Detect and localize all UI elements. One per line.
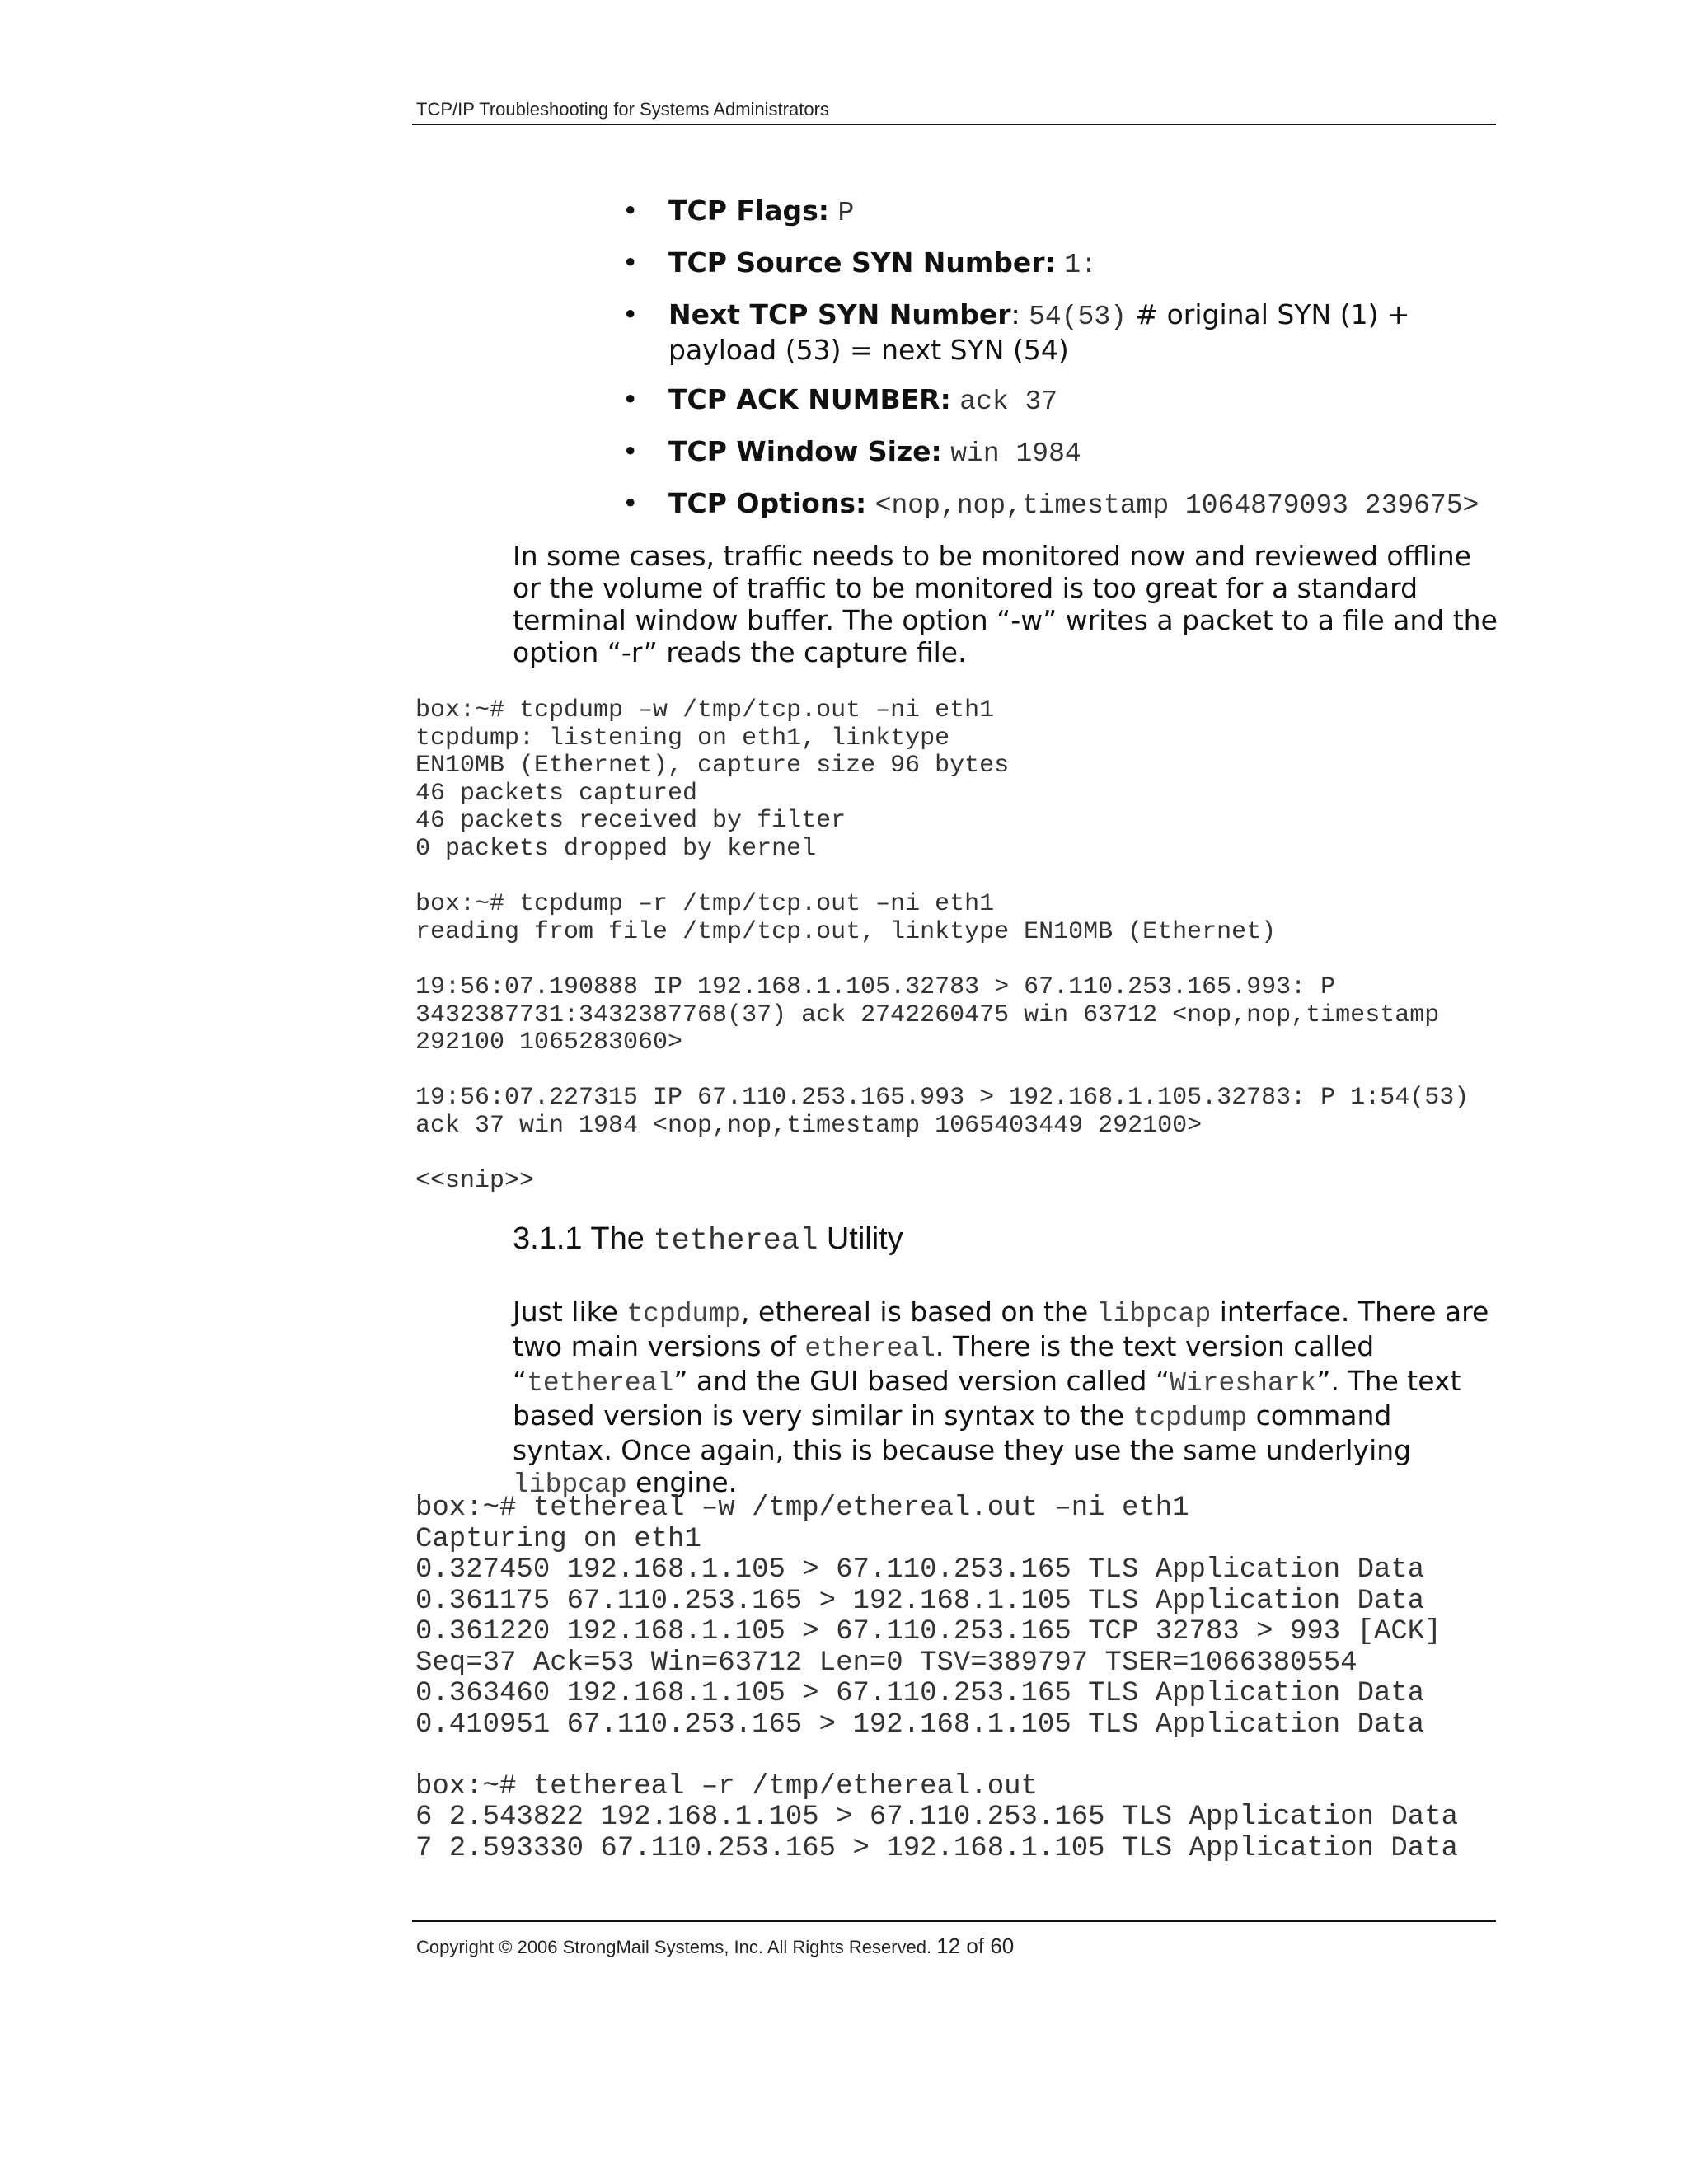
copyright-notice: Copyright © 2006 StrongMail Systems, Inc. All Rights Reserved.	[416, 1937, 937, 1957]
text-run: Just like	[513, 1296, 627, 1328]
text-run: engine.	[626, 1466, 738, 1498]
text-run: . There is the text version called “	[513, 1330, 1375, 1397]
inline-code: Wireshark	[1170, 1368, 1317, 1399]
bullet-icon: •	[622, 194, 639, 227]
text-run: , ethereal is based on the	[740, 1296, 1097, 1328]
field-label: TCP ACK NUMBER:	[668, 383, 951, 415]
field-note: # original SYN (1) + payload (53) = next SYN (54)	[668, 298, 1410, 366]
list-item	[622, 487, 1496, 523]
tcp-fields-list	[622, 194, 1496, 539]
field-label: TCP Options:	[668, 487, 867, 519]
inline-code: tcpdump	[626, 1299, 741, 1329]
bullet-icon: •	[622, 298, 639, 330]
field-value: 54(53)	[1029, 302, 1127, 332]
bullet-icon: •	[622, 383, 639, 415]
text-run: ”. The text based version is very similar in syntax to the	[513, 1365, 1461, 1432]
body-paragraph-tethereal	[513, 1296, 1498, 1501]
code-block-tcpdump: box:~# tcpdump –w /tmp/tcp.out –ni eth1 tcpdump: listening on eth1, linktype EN10MB (Ethernet), capture size 96 bytes 46 packets captured 46 packets received by filter 0 packets dropped by kernel box:~# tcpdump –r /tmp/tcp.out –ni eth1 reading from file /tmp/tcp.out, linktype EN10MB (Ethernet) 19:56:07.190888 IP 192.168.1.105.32783 > 67.110.253.165.993: P 3432387731:3432387768(37) ack 2742260475 win 63712 <nop,nop,timestamp 292100 1065283060> 19:56:07.227315 IP 67.110.253.165.993 > 192.168.1.105.32783: P 1:54(53) ack 37 win 1984 <nop,nop,timestamp 1065403449 292100> <<snip>>	[415, 696, 1470, 1196]
bullet-icon: •	[622, 246, 639, 279]
inline-code: ethereal	[804, 1333, 935, 1364]
section-heading-code: tethereal	[653, 1224, 818, 1258]
bullet-icon: •	[622, 487, 639, 519]
page-footer	[416, 1933, 1014, 1959]
field-label: TCP Source SYN Number:	[668, 246, 1056, 279]
page-number: 12 of 60	[936, 1933, 1015, 1958]
header-divider	[412, 124, 1496, 125]
text-run: command syntax. Once again, this is because they use the same underlying	[513, 1399, 1412, 1466]
list-item	[622, 383, 1496, 419]
text-run: interface. There are two main versions of	[513, 1296, 1489, 1362]
field-label: Next TCP SYN Number	[668, 298, 1011, 330]
field-value: ack 37	[959, 387, 1058, 417]
section-heading-prefix: 3.1.1 The	[513, 1221, 654, 1256]
list-item	[622, 298, 1496, 367]
list-item	[622, 246, 1496, 282]
body-paragraph-capture: In some cases, traffic needs to be monitored now and reviewed offline or the volume of traffic to be monitored is too great for a standard terminal window buffer. The option “-w” writes a packet to a file and the option “-r” reads the capture file.	[513, 540, 1498, 668]
field-value: win 1984	[950, 438, 1081, 469]
field-separator: :	[1010, 298, 1020, 330]
inline-code: libpcap	[1096, 1299, 1212, 1329]
inline-code: libpcap	[513, 1469, 627, 1500]
section-heading-suffix: Utility	[818, 1221, 903, 1256]
field-value: P	[837, 198, 855, 228]
running-header: TCP/IP Troubleshooting for Systems Administrators	[416, 99, 829, 120]
field-label: TCP Flags:	[668, 194, 829, 227]
field-label: TCP Window Size:	[668, 435, 942, 467]
footer-divider	[412, 1920, 1496, 1922]
field-value: 1:	[1064, 250, 1097, 280]
bullet-icon: •	[622, 435, 639, 467]
text-run: ” and the GUI based version called “	[673, 1365, 1170, 1397]
list-item	[622, 435, 1496, 471]
inline-code: tcpdump	[1132, 1403, 1248, 1433]
field-value: <nop,nop,timestamp 1064879093 239675>	[874, 490, 1479, 521]
list-item	[622, 194, 1496, 230]
inline-code: tethereal	[527, 1368, 674, 1399]
code-block-tethereal: box:~# tethereal –w /tmp/ethereal.out –ni eth1 Capturing on eth1 0.327450 192.168.1.105 > 67.110.253.165 TLS Application Data 0.361175 67.110.253.165 > 192.168.1.105 TLS Application Data 0.361220 192.168.1.105 > 67.110.253.165 TCP 32783 > 993 [ACK] Seq=37 Ack=53 Win=63712 Len=0 TSV=389797 TSER=1066380554 0.363460 192.168.1.105 > 67.110.253.165 TLS Application Data 0.410951 67.110.253.165 > 192.168.1.105 TLS Application Data box:~# tethereal –r /tmp/ethereal.out 6 2.543822 192.168.1.105 > 67.110.253.165 TLS Application Data 7 2.593330 67.110.253.165 > 192.168.1.105 TLS Application Data	[415, 1493, 1459, 1864]
section-heading	[513, 1221, 903, 1258]
